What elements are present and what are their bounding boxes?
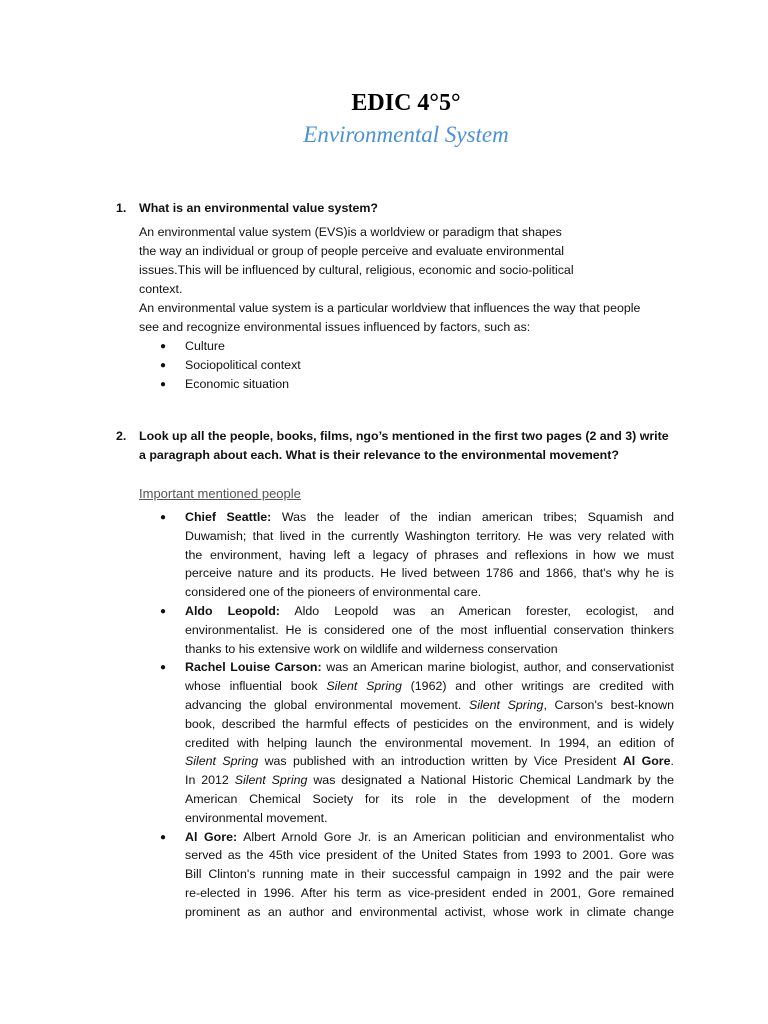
document-title: EDIC 4°5° xyxy=(351,90,461,116)
answer-line: context. xyxy=(139,282,183,296)
entry-line xyxy=(185,828,674,847)
entry-line xyxy=(185,771,674,790)
question-line: a paragraph about each. What is their relevance to the environmental movement? xyxy=(139,448,619,462)
list-item-text: Economic situation xyxy=(185,377,289,391)
entry-line xyxy=(185,508,674,527)
answer-line: see and recognize environmental issues influenced by factors, such as: xyxy=(139,320,531,334)
entry-line xyxy=(185,677,674,696)
entry-line: prominent as an author and environmental activist, whose work in climate change xyxy=(185,904,674,919)
list-item xyxy=(160,375,301,394)
entry-line xyxy=(185,658,674,677)
list-item-text: Sociopolitical context xyxy=(185,358,301,372)
book-title: Silent Spring xyxy=(326,679,402,694)
entry-text: . xyxy=(670,754,674,769)
answer-line: issues.This will be influenced by cultural, religious, economic and socio-political xyxy=(139,263,574,277)
entry-line: perceive nature and its products. He lived between 1786 and 1866, that's why he is xyxy=(185,566,674,581)
entry-line: credited with helping launch the environmental movement. In 1994, an edition of xyxy=(185,735,674,750)
entry-line: the environment, having left a legacy of phrases and reflexions in how we must xyxy=(185,547,674,562)
entry-line xyxy=(185,752,674,771)
question-1-text: What is an environmental value system? xyxy=(139,201,378,215)
book-title: Silent Spring xyxy=(234,773,308,788)
entry-line: book, described the harmful effects of pesticides on the environment, and is widely xyxy=(185,716,674,731)
bullet-icon: ● xyxy=(160,512,167,523)
entry-line: Duwamish; that lived in the currently Washington territory. He was very related with xyxy=(185,528,674,543)
book-title: Silent Spring xyxy=(185,754,259,769)
question-line: Look up all the people, books, films, ngo’s mentioned in the first two pages (2 and 3) write xyxy=(139,429,669,443)
entry-line: environmentalist. He is considered one of the most influential conservation thinkers xyxy=(185,622,674,637)
entry-line xyxy=(185,602,674,621)
question-2-text xyxy=(139,427,679,465)
entry-text: Was the leader of the indian american tribes; Squamish and xyxy=(271,510,674,524)
person-name: Chief Seattle: xyxy=(185,510,272,524)
question-1-number: 1. xyxy=(116,201,127,215)
section-heading: Important mentioned people xyxy=(139,486,301,501)
bullet-icon: ● xyxy=(160,379,167,390)
document-subtitle: Environmental System xyxy=(303,122,509,147)
factor-list xyxy=(160,337,301,394)
book-title: Silent Spring xyxy=(469,697,544,712)
list-item-aldo-leopold xyxy=(160,602,674,658)
entry-line: environmental movement. xyxy=(185,810,328,825)
entry-text: advancing the global environmental movement. xyxy=(185,697,469,712)
question-1-answer-paragraph-1 xyxy=(139,223,679,337)
people-list xyxy=(160,508,674,922)
list-item xyxy=(160,356,301,375)
list-item-text: Culture xyxy=(185,339,225,353)
bullet-icon: ● xyxy=(160,341,167,352)
list-item-al-gore xyxy=(160,828,674,922)
bullet-icon: ● xyxy=(160,831,167,843)
entry-line xyxy=(185,696,674,715)
list-item xyxy=(160,337,301,356)
bullet-icon: ● xyxy=(160,605,167,617)
entry-line: considered one of the pioneers of environmental care. xyxy=(185,585,482,600)
answer-line: the way an individual or group of people perceive and evaluate environmental xyxy=(139,244,565,258)
entry-text: was designated a National Historic Chemical Landmark by the xyxy=(307,773,674,788)
entry-text: Aldo Leopold was an American forester, ecologist, and xyxy=(279,603,674,618)
entry-text: In 2012 xyxy=(185,773,235,788)
entry-line: Bill Clinton's running mate in their successful campaign in 1992 and the pair were xyxy=(185,867,674,882)
person-name: Aldo Leopold: xyxy=(185,603,280,618)
list-item-rachel-carson xyxy=(160,658,674,827)
entry-text: whose influential book xyxy=(185,679,327,694)
person-name: Rachel Louise Carson: xyxy=(185,660,322,675)
answer-line: An environmental value system (EVS)is a worldview or paradigm that shapes xyxy=(139,225,562,239)
entry-text: was published with an introduction written by Vice President xyxy=(258,754,623,769)
list-item-chief-seattle xyxy=(160,508,674,602)
person-name: Al Gore xyxy=(622,754,671,769)
entry-line: thanks to his extensive work on wildlife and wilderness conservation xyxy=(185,641,558,656)
entry-text: was an American marine biologist, author, and conservationist xyxy=(321,660,675,675)
question-2-number: 2. xyxy=(116,429,127,443)
bullet-icon: ● xyxy=(160,360,167,371)
entry-text: Albert Arnold Gore Jr. is an American politician and environmentalist who xyxy=(237,829,674,844)
entry-line: served as the 45th vice president of the United States from 1993 to 2001. Gore was xyxy=(185,848,674,863)
bullet-icon: ● xyxy=(160,662,167,674)
entry-line: American Chemical Society for its role in the development of the modern xyxy=(185,791,674,806)
person-name: Al Gore: xyxy=(185,829,238,844)
entry-text: (1962) and other writings are credited with xyxy=(401,679,674,694)
entry-line: re-elected in 1996. After his term as vice-president ended in 2001, Gore remained xyxy=(185,885,674,900)
answer-line: An environmental value system is a particular worldview that influences the way that people xyxy=(139,301,641,315)
entry-text: , Carson's best-known xyxy=(543,697,674,712)
